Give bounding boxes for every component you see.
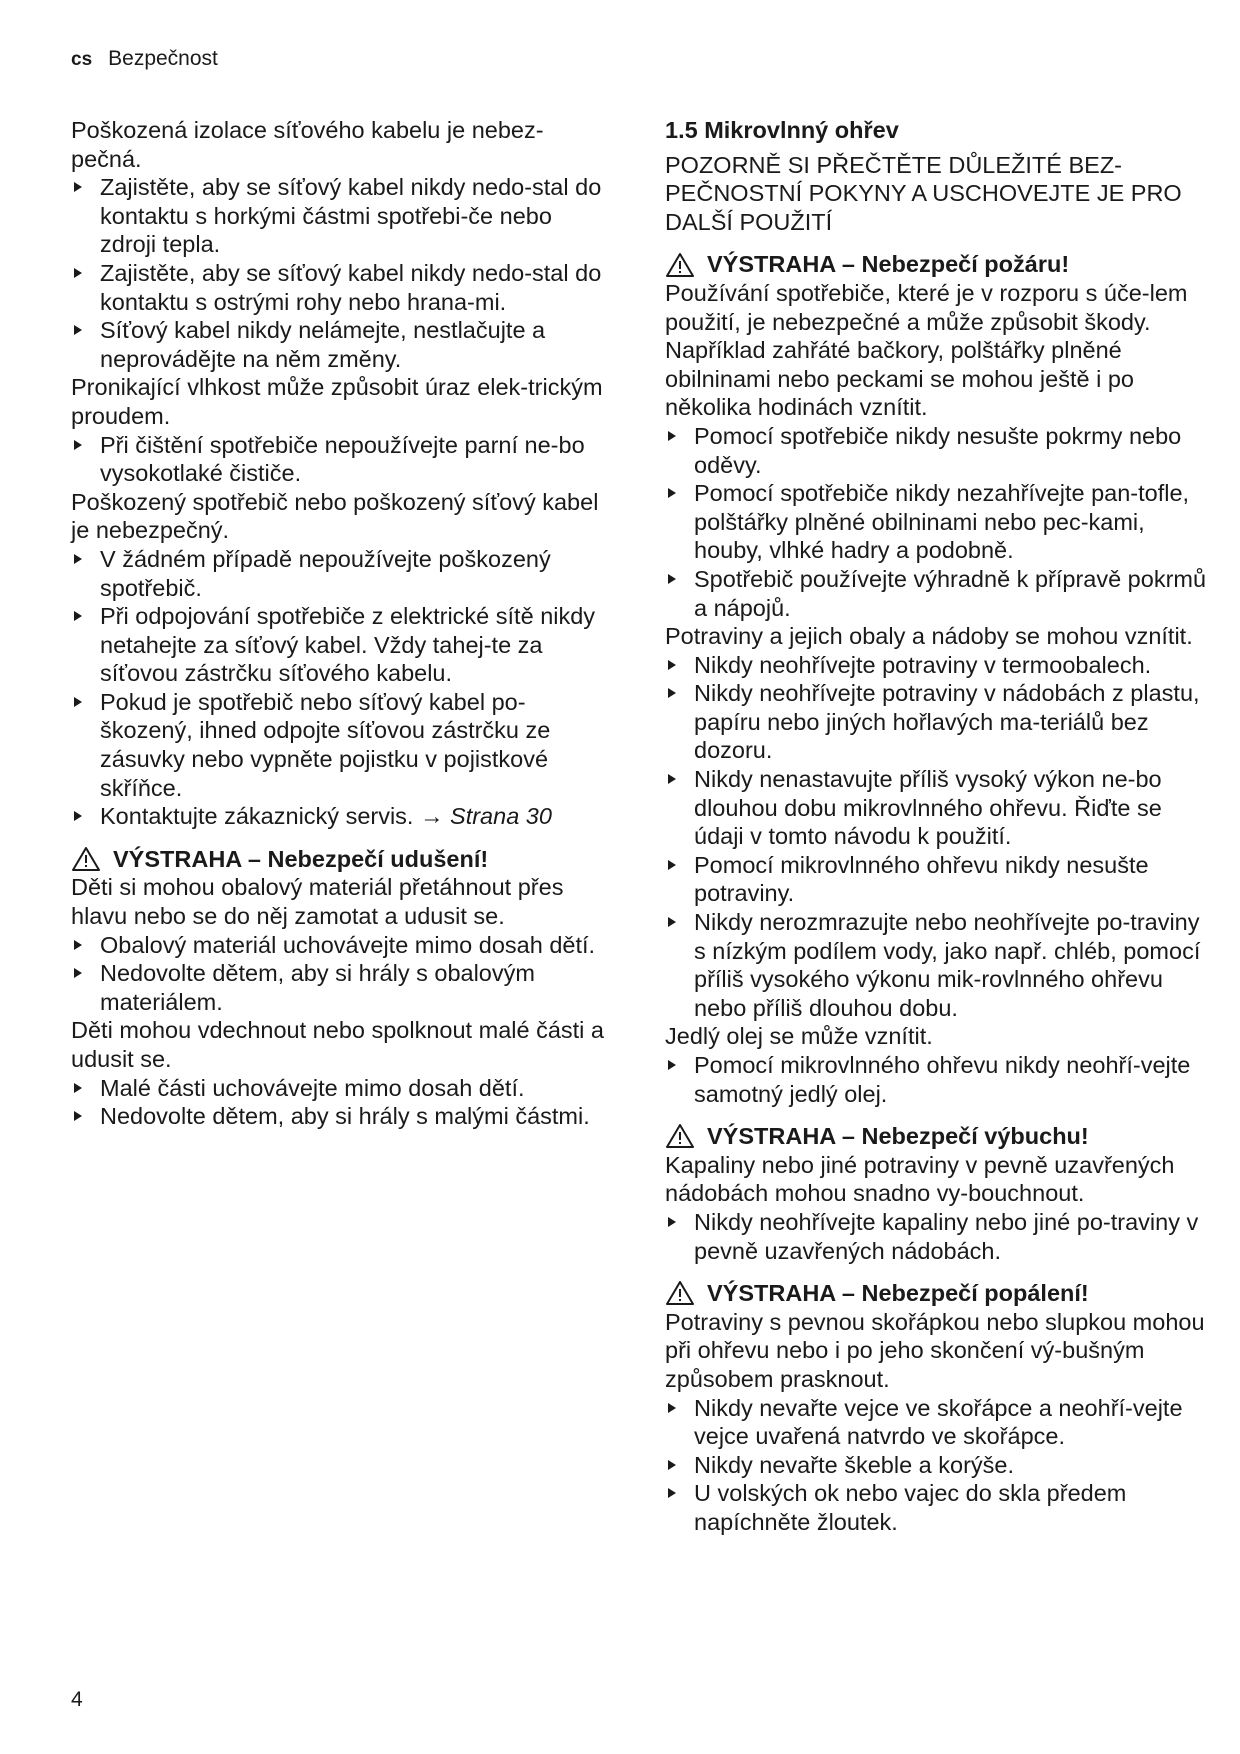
paragraph: Děti mohou vdechnout nebo spolknout malé části a udusit se. [71,1017,604,1072]
bullet-list [71,173,609,373]
list-item: Zajistěte, aby se síťový kabel nikdy nedo-stal do kontaktu s horkými částmi spotřebi-če nebo zdroji tepla. [71,173,609,259]
bullet-triangle-icon [74,811,82,821]
bullet-triangle-icon [668,431,676,441]
paragraph: Poškozená izolace síťového kabelu je nebez-pečná. [71,117,544,172]
paragraph: Používání spotřebiče, které je v rozporu s úče-lem použití, je nebezpečné a může způsobit škody. Například zahřáté bačkory, polštářky plněné obilninami nebo peckami se mohou ještě i po několika hodinách vznítit. [665,279,1188,421]
bullet-triangle-icon [668,488,676,498]
bullet-triangle-icon [668,1217,676,1227]
paragraph: Poškozený spotřebič nebo poškozený síťový kabel je nebezpečný. [71,488,599,544]
bullet-list [71,931,609,1017]
important-notice: POZORNĚ SI PŘEČTĚTE DŮLEŽITÉ BEZ-PEČNOSTNÍ POKYNY A USCHOVEJTE JE PRO DALŠÍ POUŽITÍ [665,151,1182,235]
bullet-list [665,1208,1210,1265]
warning-heading: VÝSTRAHA – Nebezpečí výbuchu! [665,1122,1210,1151]
bullet-triangle-icon [668,1488,676,1498]
list-item: Pomocí spotřebiče nikdy nezahřívejte pan-tofle, polštářky plněné obilninami nebo pec-kami, houby, vlhké hadry a podobně. [665,479,1210,565]
bullet-list [665,422,1210,622]
bullet-triangle-icon [668,574,676,584]
bullet-list [665,651,1210,1023]
page-header [71,46,218,73]
list-item: U volských ok nebo vajec do skla předem napíchněte žloutek. [665,1479,1210,1536]
bullet-triangle-icon [74,1111,82,1121]
paragraph: Pronikající vlhkost může způsobit úraz elek-trickým proudem. [71,374,603,429]
list-item: Pomocí spotřebiče nikdy nesušte pokrmy nebo oděvy. [665,422,1210,479]
list-item: Nedovolte dětem, aby si hrály s malými částmi. [71,1102,609,1131]
bullet-triangle-icon [668,917,676,927]
page-reference-link[interactable]: → Strana 30 [420,803,552,830]
section-name: Bezpečnost [108,47,218,70]
list-item: Nikdy neohřívejte potraviny v termoobalech. [665,651,1210,680]
warning-heading: VÝSTRAHA – Nebezpečí udušení! [71,845,609,874]
bullet-triangle-icon [74,440,82,450]
bullet-triangle-icon [668,660,676,670]
warning-heading: VÝSTRAHA – Nebezpečí požáru! [665,250,1210,279]
list-item: Nikdy nenastavujte příliš vysoký výkon ne-bo dlouhou dobu mikrovlnného ohřevu. Řiďte se údaji v tomto návodu k použití. [665,765,1210,851]
paragraph: Potraviny s pevnou skořápkou nebo slupkou mohou při ohřevu nebo i po jeho skončení vý-bušným způsobem prasknout. [665,1308,1205,1392]
list-item: Malé části uchovávejte mimo dosah dětí. [71,1074,609,1103]
bullet-list [665,1051,1210,1108]
bullet-list [71,545,609,831]
bullet-triangle-icon [74,554,82,564]
language-code: cs [71,49,93,70]
list-item: V žádném případě nepoužívejte poškozený spotřebič. [71,545,609,602]
bullet-list [71,1074,609,1131]
warning-triangle-icon [665,252,695,278]
bullet-triangle-icon [668,1460,676,1470]
bullet-triangle-icon [668,1403,676,1413]
bullet-triangle-icon [74,325,82,335]
list-item: Spotřebič používejte výhradně k přípravě pokrmů a nápojů. [665,565,1210,622]
list-item: Nikdy neohřívejte potraviny v nádobách z plastu, papíru nebo jiných hořlavých ma-teriálů bez dozoru. [665,679,1210,765]
left-column [71,116,609,1131]
bullet-triangle-icon [74,182,82,192]
list-item: Obalový materiál uchovávejte mimo dosah dětí. [71,931,609,960]
list-item: Kontaktujte zákaznický servis. → Strana 30 [71,802,609,831]
list-item: Nikdy nevařte škeble a korýše. [665,1451,1210,1480]
list-item: Nedovolte dětem, aby si hrály s obalovým materiálem. [71,959,609,1016]
bullet-list [665,1394,1210,1537]
warning-triangle-icon [665,1280,695,1306]
list-item: Při čištění spotřebiče nepoužívejte parní ne-bo vysokotlaké čističe. [71,431,609,488]
bullet-triangle-icon [668,774,676,784]
paragraph: Děti si mohou obalový materiál přetáhnout přes hlavu nebo se do něj zamotat a udusit se. [71,874,564,930]
right-column [665,116,1210,1537]
list-item: Nikdy neohřívejte kapaliny nebo jiné po-traviny v pevně uzavřených nádobách. [665,1208,1210,1265]
bullet-triangle-icon [668,688,676,698]
paragraph: Potraviny a jejich obaly a nádoby se mohou vznítit. [665,623,1193,650]
list-item: Zajistěte, aby se síťový kabel nikdy nedo-stal do kontaktu s ostrými rohy nebo hrana-mi. [71,259,609,316]
bullet-triangle-icon [74,968,82,978]
warning-heading: VÝSTRAHA – Nebezpečí popálení! [665,1279,1210,1308]
list-item: Pomocí mikrovlnného ohřevu nikdy neohří-vejte samotný jedlý olej. [665,1051,1210,1108]
warning-triangle-icon [71,846,101,872]
section-title: 1.5 Mikrovlnný ohřev [665,117,899,143]
bullet-triangle-icon [668,860,676,870]
list-item: Pokud je spotřebič nebo síťový kabel po-škozený, ihned odpojte síťovou zástrčku ze zásuvky nebo vypněte pojistku v pojistkové skříňce. [71,688,609,802]
list-item: Síťový kabel nikdy nelámejte, nestlačujte a neprovádějte na něm změny. [71,316,609,373]
bullet-triangle-icon [74,268,82,278]
arrow-right-icon: → [420,803,444,830]
list-item: Nikdy nevařte vejce ve skořápce a neohří-vejte vejce uvařená natvrdo ve skořápce. [665,1394,1210,1451]
paragraph: Jedlý olej se může vznítit. [665,1023,933,1050]
list-item: Nikdy nerozmrazujte nebo neohřívejte po-traviny s nízkým podílem vody, jako např. chléb, pomocí příliš vysokého výkonu mik-rovlnného ohřevu nebo příliš dlouhou dobu. [665,908,1210,1022]
bullet-triangle-icon [668,1060,676,1070]
list-item: Pomocí mikrovlnného ohřevu nikdy nesušte potraviny. [665,851,1210,908]
list-item: Při odpojování spotřebiče z elektrické sítě nikdy netahejte za síťový kabel. Vždy tahej-te za síťovou zástrčku síťového kabelu. [71,602,609,688]
bullet-triangle-icon [74,940,82,950]
bullet-triangle-icon [74,1083,82,1093]
bullet-list [71,431,609,488]
warning-triangle-icon [665,1123,695,1149]
bullet-triangle-icon [74,611,82,621]
paragraph: Kapaliny nebo jiné potraviny v pevně uzavřených nádobách mohou snadno vy-bouchnout. [665,1151,1175,1207]
page-number: 4 [71,1688,83,1711]
bullet-triangle-icon [74,697,82,707]
